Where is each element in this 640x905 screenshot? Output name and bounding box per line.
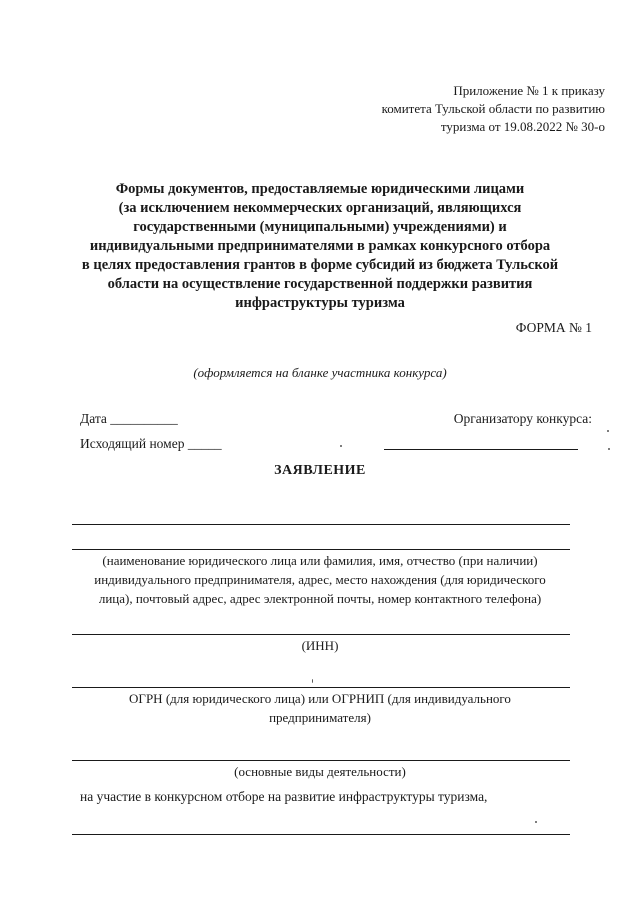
title-line-2: (за исключением некоммерческих организаций, являющихся xyxy=(118,200,522,216)
inn-caption xyxy=(60,636,580,655)
letterhead-note: (оформляется на бланке участника конкурса) xyxy=(193,365,447,380)
scan-speck xyxy=(535,821,537,823)
date-field: Дата __________ xyxy=(80,411,178,426)
ogrn-caption xyxy=(60,689,580,727)
title-line-1: Формы документов, предоставляемые юридическими лицами xyxy=(115,181,525,197)
title-line-5: в целях предоставления грантов в форме субсидий из бюджета Тульской xyxy=(81,257,559,273)
applicant-blank-line-1 xyxy=(72,524,570,525)
inn-caption-text: (ИНН) xyxy=(301,638,339,653)
applicant-caption xyxy=(60,551,580,608)
activities-blank-line xyxy=(72,760,570,761)
title-line-3: государственными (муниципальными) учреждениями) и xyxy=(133,219,507,235)
title-line-4: индивидуальными предпринимателями в рамках конкурсного отбора xyxy=(89,238,551,254)
outgoing-number-field: Исходящий номер _____ xyxy=(80,436,222,451)
scan-speck xyxy=(608,448,610,450)
applicant-blank-line-2 xyxy=(72,549,570,550)
organizer-label: Организатору конкурса: xyxy=(453,411,592,426)
inn-blank-line xyxy=(72,634,570,635)
applicant-caption-line-1: (наименование юридического лица или фамилия, имя, отчество (при наличии) xyxy=(102,553,538,568)
appendix-line-3: туризма от 19.08.2022 № 30-о xyxy=(440,119,605,134)
form-number: ФОРМА № 1 xyxy=(515,320,592,335)
title-line-6: области на осуществление государственной поддержки развития xyxy=(107,276,533,292)
appendix-reference xyxy=(382,82,605,136)
organizer-blank-line xyxy=(384,449,578,450)
ogrn-caption-line-1: ОГРН (для юридического лица) или ОГРНИП (для индивидуального xyxy=(129,691,511,706)
activities-caption-text: (основные виды деятельности) xyxy=(234,764,406,779)
scan-speck xyxy=(312,679,313,683)
document-title xyxy=(60,180,580,313)
applicant-caption-line-3: лица), почтовый адрес, адрес электронной почты, номер контактного телефона) xyxy=(98,591,542,606)
scan-speck xyxy=(340,445,342,447)
appendix-line-2: комитета Тульской области по развитию xyxy=(381,101,605,116)
statement-heading: ЗАЯВЛЕНИЕ xyxy=(274,463,366,478)
final-blank-line xyxy=(72,834,570,835)
ogrn-caption-line-2: предпринимателя) xyxy=(269,710,371,725)
appendix-line-1: Приложение № 1 к приказу xyxy=(453,83,605,98)
title-line-7: инфраструктуры туризма xyxy=(235,295,405,311)
scan-speck xyxy=(607,430,609,432)
participation-text: на участие в конкурсном отборе на развитие инфраструктуры туризма, xyxy=(80,789,488,804)
activities-caption xyxy=(60,762,580,781)
ogrn-blank-line xyxy=(72,687,570,688)
applicant-caption-line-2: индивидуального предпринимателя, адрес, место нахождения (для юридического xyxy=(94,572,546,587)
